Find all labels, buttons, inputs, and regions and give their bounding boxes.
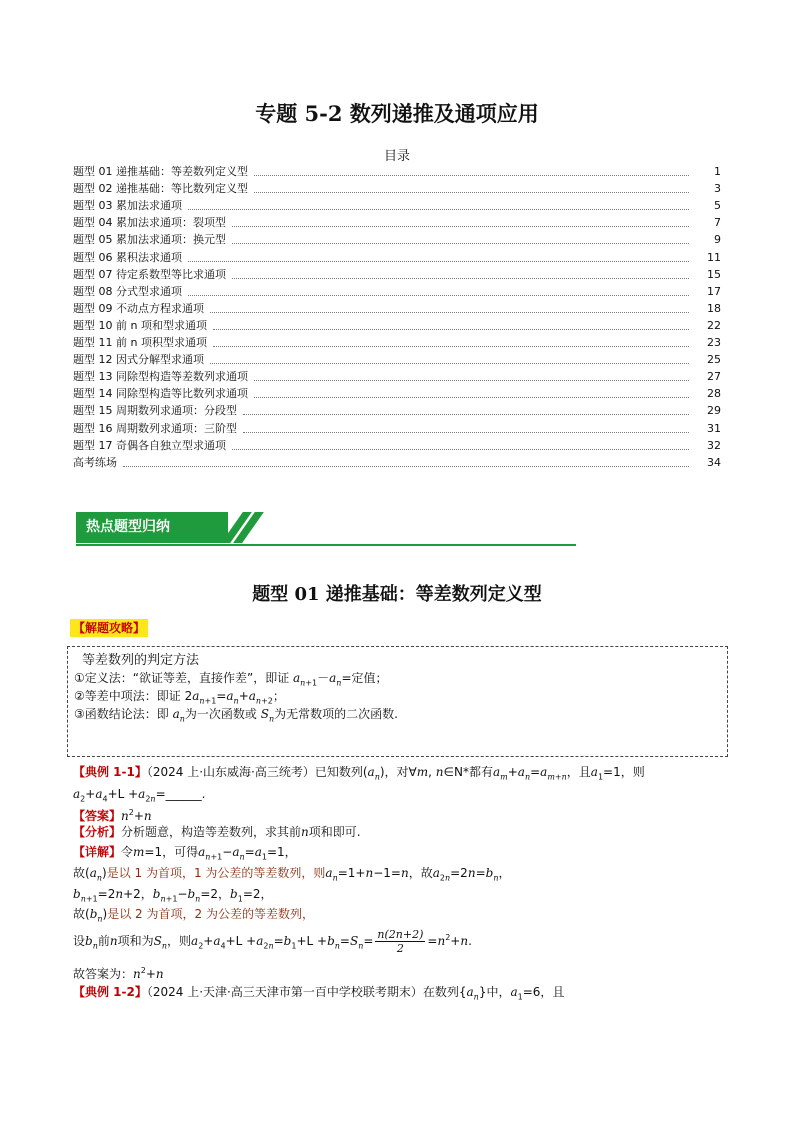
section-title: 题型 01 递推基础：等差数列定义型 bbox=[252, 584, 542, 605]
toc-item[interactable]: 题型 02 递推基础：等比数列定义型 3 bbox=[73, 182, 721, 196]
toc-item[interactable]: 题型 15 周期数列求通项：分段型 29 bbox=[73, 404, 721, 418]
document-title: 专题 5-2 数列递推及通项应用 bbox=[255, 101, 539, 126]
detail-line-5: 设$b_n$前n项和为$S_n$，则$a_2+a_4+L +a_{2n}=b_1+L +b_n=S_n=$ $\frac{n(2n+2)}{2}$ $=n^2+n$. bbox=[73, 928, 472, 955]
answer-line: 【答案】$n^2+n$ bbox=[73, 808, 152, 823]
detail-line-3: $b_{n+1}=2n+2$，$b_{n+1}-b_n=2$，$b_1=2$， bbox=[73, 887, 273, 904]
final-answer-line: 故答案为：$n^2+n$ bbox=[73, 966, 164, 981]
banner-underline bbox=[76, 544, 576, 546]
toc-item[interactable]: 题型 09 不动点方程求通项 18 bbox=[73, 301, 721, 315]
toc-item[interactable]: 题型 01 递推基础：等差数列定义型 1 bbox=[73, 165, 721, 179]
example-1-1-expression: $a_2+a_4+L$ $+a_{2n}=\_\_\_\_\_\_$. bbox=[73, 787, 206, 804]
toc-item[interactable]: 题型 08 分式型求通项 17 bbox=[73, 284, 721, 298]
toc-item[interactable]: 题型 05 累加法求通项：换元型 9 bbox=[73, 233, 721, 247]
toc-item[interactable]: 题型 10 前 n 项和型求通项 22 bbox=[73, 318, 721, 332]
toc-item[interactable]: 题型 06 累积法求通项 11 bbox=[73, 250, 721, 264]
detail-line-2: 故$(a_n)$是以 1 为首项，1 为公差的等差数列，则$a_n=1+n-1=n$，故$a_{2n}=2n=b_n$， bbox=[73, 866, 511, 883]
toc-item[interactable]: 题型 11 前 n 项积型求通项 23 bbox=[73, 336, 721, 350]
toc-item[interactable]: 题型 14 同除型构造等比数列求通项 28 bbox=[73, 387, 721, 401]
toc-heading: 目录 bbox=[383, 149, 410, 164]
strategy-tag: 【解题攻略】 bbox=[70, 619, 148, 637]
toc-item[interactable]: 题型 04 累加法求通项：裂项型 7 bbox=[73, 216, 721, 230]
hot-topics-banner bbox=[76, 512, 576, 546]
method-line-2: ②等差中项法：即证 $2a_{n+1}=a_n+a_{n+2}$； bbox=[74, 689, 285, 706]
toc-item[interactable]: 题型 07 待定系数型等比求通项 15 bbox=[73, 267, 721, 281]
toc-item[interactable]: 题型 13 同除型构造等差数列求通项 27 bbox=[73, 370, 721, 384]
analysis-line: 【分析】分析题意，构造等差数列，求其前n项和即可. bbox=[73, 825, 361, 839]
toc-item[interactable]: 高考练场 34 bbox=[73, 455, 721, 469]
detail-line-1: 【详解】令m=1，可得$a_{n+1}-a_n=a_1=1$， bbox=[73, 845, 297, 862]
toc-item[interactable]: 题型 16 周期数列求通项：三阶型 31 bbox=[73, 421, 721, 435]
method-box bbox=[67, 646, 728, 757]
method-line-1: ①定义法：“欲证等差，直接作差”，即证 $a_{n+1}-a_n=$定值； bbox=[74, 671, 388, 688]
detail-line-4: 故$(b_n)$是以 2 为首项，2 为公差的等差数列， bbox=[73, 907, 314, 924]
toc-item[interactable]: 题型 03 累加法求通项 5 bbox=[73, 199, 721, 213]
example-1-2: 【典例 1-2】（2024 上·天津·高三天津市第一百中学校联考期末）在数列$\{a_n\}$中，$a_1=6$，且 bbox=[73, 985, 565, 1002]
toc-item[interactable]: 题型 12 因式分解型求通项 25 bbox=[73, 353, 721, 367]
toc-item[interactable]: 题型 17 奇偶各自独立型求通项 32 bbox=[73, 438, 721, 452]
method-heading: 等差数列的判定方法 bbox=[82, 653, 200, 668]
banner-label: 热点题型归纳 bbox=[76, 512, 228, 543]
method-line-3: ③函数结论法：即 $a_n$为一次函数或 $S_n$为无常数项的二次函数. bbox=[74, 707, 398, 724]
example-1-1: 【典例 1-1】（2024 上·山东威海·高三统考）已知数列$(a_n)$，对∀m, n∈N*都有$a_m+a_n=a_{m+n}$，且$a_1=1$，则 bbox=[73, 765, 645, 782]
table-of-contents bbox=[73, 162, 721, 470]
